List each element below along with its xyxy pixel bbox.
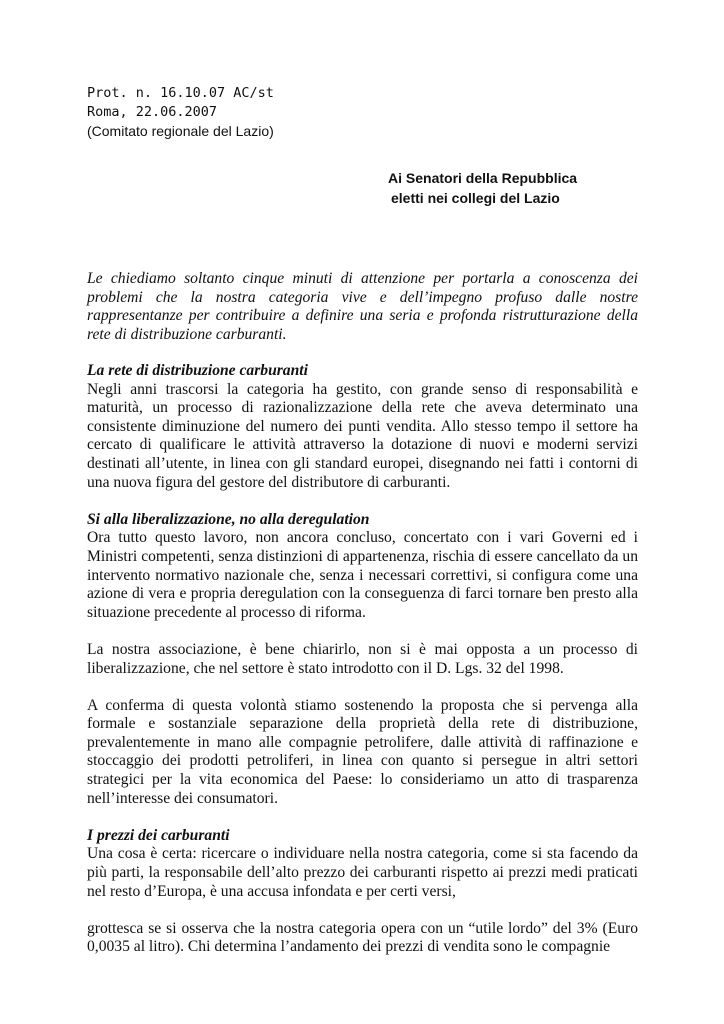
- place-date: Roma, 22.06.2007: [87, 104, 218, 120]
- recipient-block: [388, 168, 577, 208]
- recipient-line-2: eletti nei collegi del Lazio: [391, 190, 560, 206]
- paragraph-utile-lordo: grottesca se si osserva che la nostra categoria opera con un “utile lordo” del 3% (Euro 0,0035 al litro). Chi determina l’andamento dei prezzi di vendita sono le compagnie: [87, 919, 638, 956]
- letter-body: [87, 362, 638, 957]
- protocol-number: Prot. n. 16.10.07 AC/st: [87, 85, 274, 101]
- committee-name: (Comitato regionale del Lazio): [87, 123, 274, 139]
- recipient-line-1: Ai Senatori della Repubblica: [388, 170, 578, 186]
- paragraph-deregulation: Ora tutto questo lavoro, non ancora concluso, concertato con i vari Governi ed i Ministri competenti, senza distinzioni di appartenenza, rischia di essere cancellato da un intervento normativo nazionale che, senza i necessari correttivi, si configura come una azione di vera e propria deregulation con la conseguenza di farci tornare ben presto alla situazione precedente al processo di riforma.: [87, 529, 638, 621]
- section-heading-rete: La rete di distribuzione carburanti: [87, 362, 308, 379]
- section-heading-prezzi: I prezzi dei carburanti: [87, 826, 230, 844]
- section-heading-liberalizzazione: Si alla liberalizzazione, no alla deregulation: [87, 510, 370, 528]
- paragraph-rete: Negli anni trascorsi la categoria ha gestito, con grande senso di responsabilità e maturità, un processo di razionalizzazione della rete che aveva determinato una consistente diminuzione del numero dei punti vendita. Allo stesso tempo il settore ha cercato di qualificare le attività attraverso la dotazione di nuovi e moderni servizi destinati all’utente, in linea con gli standard europei, disegnando nei fatti i contorni di una nuova figura del gestore del distributore di carburanti.: [87, 380, 638, 491]
- paragraph-associazione: La nostra associazione, è bene chiarirlo, non si è mai opposta a un processo di liberalizzazione, che nel settore è stato introdotto con il D. Lgs. 32 del 1998.: [87, 640, 638, 677]
- paragraph-separazione: A conferma di questa volontà stiamo sostenendo la proposta che si pervenga alla formale e sostanziale separazione della proprietà della rete di distribuzione, prevalentemente in mano alle compagnie petrolifere, dalle attività di raffinazione e stoccaggio dei prodotti petroliferi, in linea con quanto si persegue in altri settori strategici per la vita economica del Paese: lo consideriamo un atto di trasparenza nell’interesse dei consumatori.: [87, 696, 638, 807]
- letter-header: [87, 84, 274, 141]
- intro-paragraph: Le chiediamo soltanto cinque minuti di attenzione per portarla a conoscenza dei problemi che la nostra categoria vive e dell’impegno profuso dalle nostre rappresentanze per contribuire a definire una seria e profonda ristrutturazione della rete di distribuzione carburanti.: [87, 270, 638, 343]
- paragraph-prezzi: Una cosa è certa: ricercare o individuare nella nostra categoria, come si sta facendo da più parti, la responsabile dell’alto prezzo dei carburanti rispetto ai prezzi medi praticati nel resto d’Europa, è una accusa infondata e per certi versi,: [87, 845, 638, 900]
